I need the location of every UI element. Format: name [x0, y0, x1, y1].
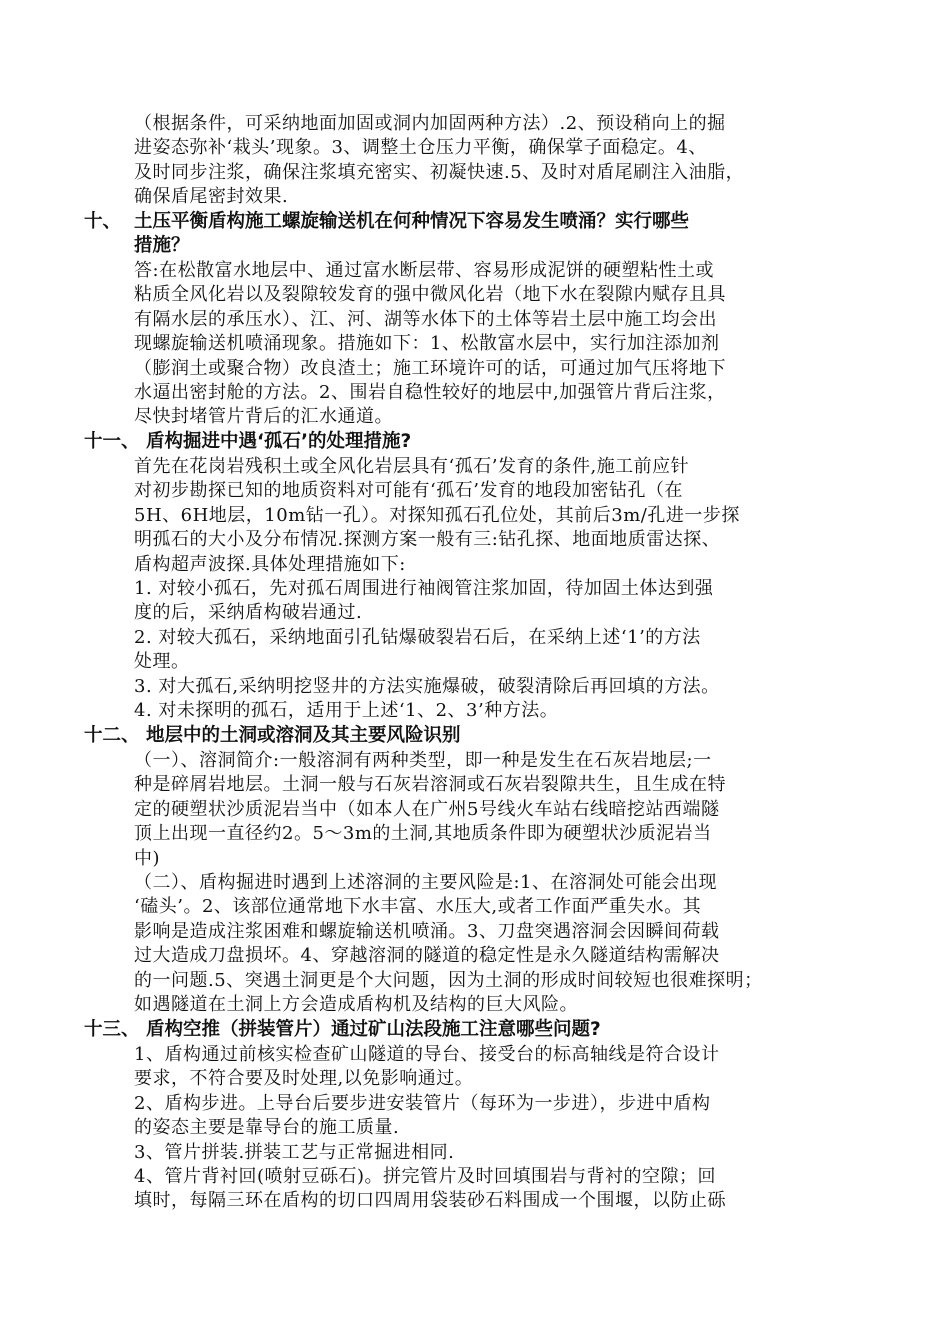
section-number: 十二、 [84, 725, 140, 746]
section-10-heading [84, 210, 864, 259]
text-line: 定的硬塑状沙质泥岩当中（如本人在广州5号线火车站右线暗挖站西端隧 [134, 798, 720, 820]
section-title: 土压平衡盾构施工螺旋输送机在何种情况下容易发生喷涌？实行哪些 [134, 211, 690, 232]
section-number: 十一、 [84, 431, 140, 452]
section-title: 盾构空推（拼装管片）通过矿山法段施工注意哪些问题? [146, 1019, 601, 1040]
text-line: 1. 对较小孤石，先对孤石周围进行袖阀管注浆加固，待加固土体达到强 [134, 578, 714, 600]
text-line: （二）、盾构掘进时遇到上述溶洞的主要风险是:1、在溶洞处可能会出现 [134, 872, 718, 894]
intro-paragraph [134, 112, 856, 210]
text-line: 明孤石的大小及分布情况.探测方案一般有三:钻孔探、地面地质雷达探、 [134, 529, 721, 551]
text-line: 中) [134, 847, 161, 869]
text-line: 要求，不符合要及时处理,以免影响通过。 [134, 1068, 474, 1090]
section-11-body [134, 455, 856, 723]
section-13-body [134, 1043, 856, 1214]
text-line: 影响是造成注浆困难和螺旋输送机喷涌。3、刀盘突遇溶洞会因瞬间荷载 [134, 920, 720, 942]
text-line: 水逼出密封舱的方法。2、围岩自稳性较好的地层中,加强管片背后注浆， [134, 382, 726, 404]
text-line: 1、盾构通过前核实检查矿山隧道的导台、接受台的标高轴线是符合设计 [134, 1044, 720, 1065]
section-12-body [134, 749, 856, 1017]
text-line: 2. 对较大孤石，采纳地面引孔钻爆破裂岩石后，在采纳上述‘1’的方法 [134, 626, 701, 648]
text-line: 过大造成刀盘损坏。4、穿越溶洞的隧道的稳定性是永久隧道结构需解决 [134, 945, 720, 967]
text-line: 4、管片背衬回(喷射豆砾石)。拼完管片及时回填围岩与背衬的空隙；回 [134, 1166, 716, 1188]
text-line: 种是碎屑岩地层。土洞一般与石灰岩溶洞或石灰岩裂隙共生，且生成在特 [134, 774, 726, 796]
text-line: 粘质全风化岩以及裂隙较发育的强中微风化岩（地下水在裂隙内赋存且具 [134, 284, 726, 306]
text-line: 3、管片拼装.拼装工艺与正常掘进相同. [134, 1141, 455, 1163]
text-line: 尽快封堵管片背后的汇水通道。 [134, 406, 393, 428]
text-line: 及时同步注浆，确保注浆填充密实、初凝快速.5、及时对盾尾刷注入油脂， [134, 161, 745, 183]
section-10-body [134, 259, 856, 430]
text-line: ‘磕头’。2、该部位通常地下水丰富、水压大,或者工作面严重失水。其 [134, 896, 702, 918]
text-line: 顶上出现一直径约2。5～3m的土洞,其地质条件即为硬塑状沙质泥岩当 [134, 823, 712, 845]
text-line: 4. 对未探明的孤石，适用于上述‘1、2、3’种方法。 [134, 700, 559, 722]
text-line: 现螺旋输送机喷涌现象。措施如下：1、松散富水层中，实行加注添加剂 [134, 333, 720, 355]
text-line: 对初步勘探已知的地质资料对可能有‘孤石’发育的地段加密钻孔（在 [134, 480, 683, 502]
text-line: 的姿态主要是靠导台的施工质量. [134, 1117, 400, 1139]
text-line: 5H、6H地层，10m钻一孔）。对探知孤石孔位处，其前后3m/孔进一步探 [134, 504, 740, 526]
section-number: 十三、 [84, 1019, 140, 1040]
text-line: 进姿态弥补‘栽头’现象。3、调整土仓压力平衡，确保掌子面稳定。4、 [134, 137, 707, 159]
text-line: 答:在松散富水地层中、通过富水断层带、容易形成泥饼的硬塑粘性土或 [134, 260, 715, 281]
text-line: （一）、溶洞简介:一般溶洞有两种类型，即一种是发生在石灰岩地层;一 [134, 750, 712, 771]
section-number: 十、 [84, 211, 122, 232]
text-line: 度的后，采纳盾构破岩通过. [134, 602, 363, 624]
section-title: 地层中的土洞或溶洞及其主要风险识别 [146, 725, 461, 746]
text-line: 如遇隧道在土洞上方会造成盾构机及结构的巨大风险。 [134, 994, 578, 1016]
text-line: 确保盾尾密封效果. [134, 186, 289, 208]
text-line: 盾构超声波探.具体处理措施如下: [134, 553, 406, 575]
text-line: 填时，每隔三环在盾构的切口四周用袋装砂石料围成一个围堰，以防止砾 [134, 1190, 726, 1212]
text-line: 3. 对大孤石,采纳明挖竖井的方法实施爆破，破裂清除后再回填的方法。 [134, 675, 720, 697]
text-line: 首先在花岗岩残积土或全风化岩层具有‘孤石’发育的条件,施工前应针 [134, 456, 690, 477]
section-title-continued: 措施？ [134, 235, 190, 257]
section-title: 盾构掘进中遇‘孤石’的处理措施? [146, 431, 412, 452]
text-line: （根据条件，可采纳地面加固或洞内加固两种方法）.2、预设稍向上的掘 [134, 113, 726, 134]
section-13-heading [84, 1018, 864, 1042]
section-12-heading [84, 724, 864, 748]
text-line: （膨润土或聚合物）改良渣土；施工环境许可的话，可通过加气压将地下 [134, 357, 726, 379]
section-11-heading [84, 430, 864, 454]
text-line: 处理。 [134, 651, 190, 673]
text-line: 2、盾构步进。上导台后要步进安装管片（每环为一步进），步进中盾构 [134, 1092, 711, 1114]
text-line: 有隔水层的承压水）、江、河、湖等水体下的土体等岩土层中施工均会出 [134, 308, 717, 330]
text-line: 的一问题.5、突遇土洞更是个大问题，因为土洞的形成时间较短也很难探明； [134, 969, 763, 991]
